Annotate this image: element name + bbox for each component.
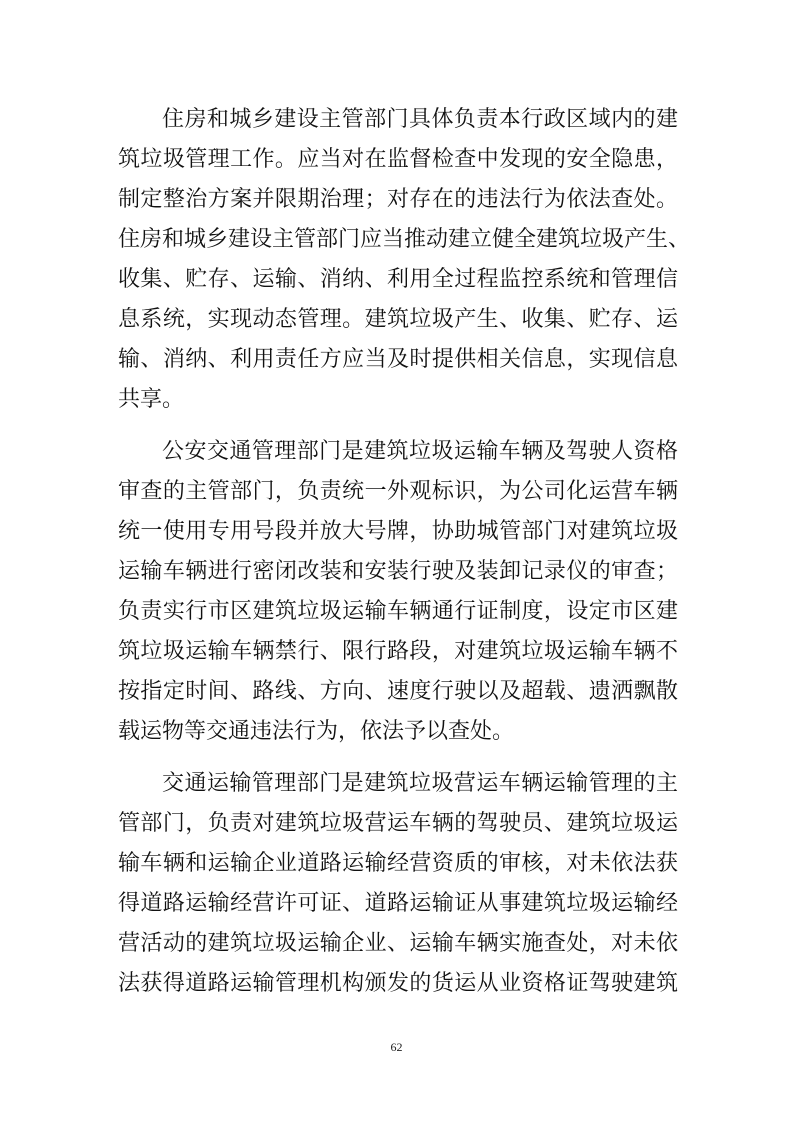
text-line: 输车辆和运输企业道路运输经营资质的审核，对未依法获 xyxy=(118,851,678,876)
page-number: 62 xyxy=(390,1040,403,1054)
text-line: 审查的主管部门，负责统一外观标识，为公司化运营车辆 xyxy=(118,479,678,504)
paragraph-traffic-police xyxy=(118,432,678,752)
text-line: 按指定时间、路线、方向、速度行驶以及超载、遗洒飘散 xyxy=(118,679,678,704)
paragraph-spacer xyxy=(118,752,678,764)
text-line: 筑垃圾管理工作。应当对在监督检查中发现的安全隐患， xyxy=(118,147,678,172)
text-line: 营活动的建筑垃圾运输企业、运输车辆实施查处，对未依 xyxy=(118,931,678,956)
text-line: 共享。 xyxy=(118,387,185,412)
paragraph-housing-authority xyxy=(118,100,691,420)
paragraph-spacer xyxy=(118,420,678,432)
text-line: 法获得道路运输管理机构颁发的货运从业资格证驾驶建筑 xyxy=(118,971,678,996)
body-text xyxy=(118,100,691,1004)
text-line: 筑垃圾运输车辆禁行、限行路段，对建筑垃圾运输车辆不 xyxy=(118,639,678,664)
text-line: 制定整治方案并限期治理；对存在的违法行为依法查处。 xyxy=(118,187,678,212)
text-line: 输、消纳、利用责任方应当及时提供相关信息，实现信息 xyxy=(118,347,678,372)
text-line: 息系统，实现动态管理。建筑垃圾产生、收集、贮存、运 xyxy=(118,307,678,332)
text-line: 交通运输管理部门是建筑垃圾营运车辆运输管理的主 xyxy=(162,771,678,796)
text-line: 住房和城乡建设主管部门应当推动建立健全建筑垃圾产生、 xyxy=(118,227,691,252)
text-line: 负责实行市区建筑垃圾运输车辆通行证制度，设定市区建 xyxy=(118,599,678,624)
text-line: 得道路运输经营许可证、道路运输证从事建筑垃圾运输经 xyxy=(118,891,678,916)
text-line: 运输车辆进行密闭改装和安装行驶及装卸记录仪的审查； xyxy=(118,559,678,584)
text-line: 管部门，负责对建筑垃圾营运车辆的驾驶员、建筑垃圾运 xyxy=(118,811,678,836)
text-line: 住房和城乡建设主管部门具体负责本行政区域内的建 xyxy=(162,107,678,132)
text-line: 统一使用专用号段并放大号牌，协助城管部门对建筑垃圾 xyxy=(118,519,678,544)
text-line: 载运物等交通违法行为，依法予以查处。 xyxy=(118,719,515,744)
text-line: 收集、贮存、运输、消纳、利用全过程监控系统和管理信 xyxy=(118,267,678,292)
paragraph-transport-authority xyxy=(118,764,678,1004)
text-line: 公安交通管理部门是建筑垃圾运输车辆及驾驶人资格 xyxy=(162,439,678,464)
